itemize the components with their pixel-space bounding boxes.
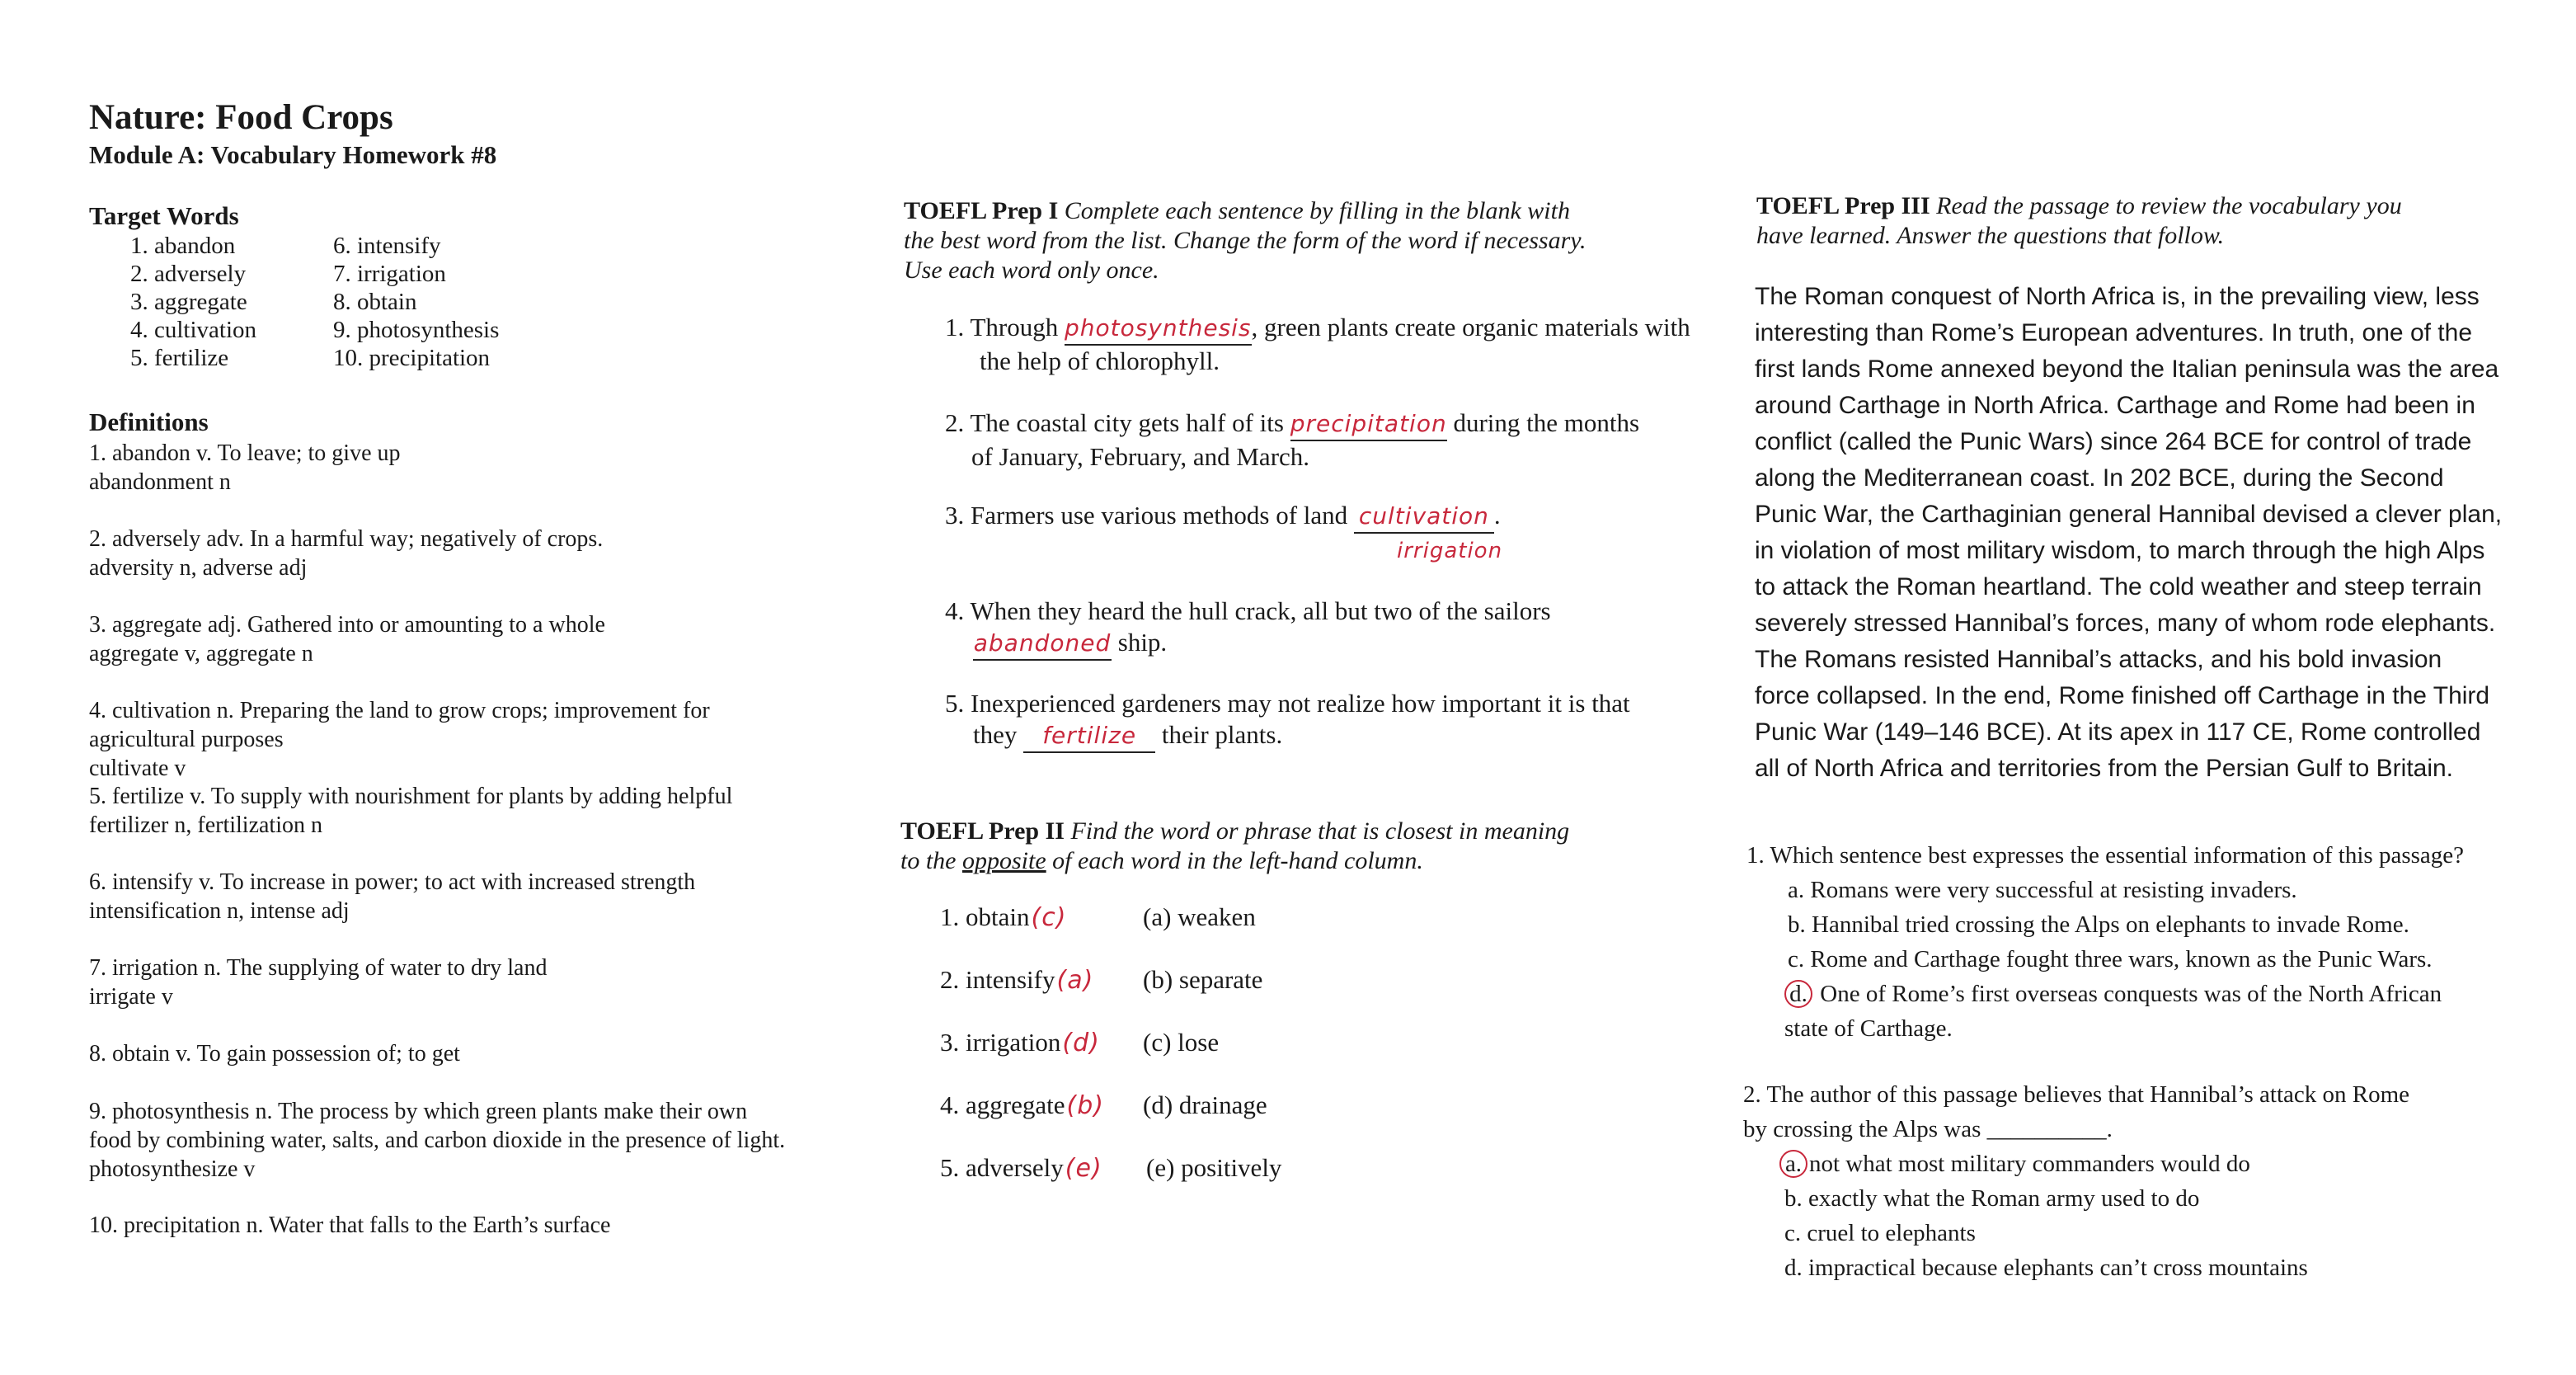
- prep2-instructions: Find the word or phrase that is closest in meaning: [1064, 817, 1570, 845]
- definition-forms: intensification n, intense adj: [89, 898, 350, 924]
- question-text: 3. Farmers use various methods of land: [945, 501, 1354, 530]
- target-word: 3. aggregate: [130, 289, 247, 315]
- prep2-title: TOEFL Prep II: [900, 817, 1065, 845]
- prep1-instructions: Complete each sentence by filling in the blank with: [1058, 197, 1570, 224]
- handwritten-answer: (d): [1062, 1029, 1100, 1057]
- answer-blank[interactable]: [1065, 312, 1252, 346]
- question-text: 2. The author of this passage believes that Hannibal’s attack on Rome: [1743, 1081, 2410, 1108]
- definition-line: 7. irrigation n. The supplying of water to dry land: [89, 955, 548, 981]
- definition-9: [89, 1097, 785, 1184]
- answer-option[interactable]: c. cruel to elephants: [1784, 1220, 1976, 1246]
- definition-3: [89, 610, 605, 668]
- selected-answer-circle: d.: [1784, 980, 1812, 1008]
- passage-line: around Carthage in North Africa. Carthage and Rome had been in: [1755, 392, 2475, 419]
- matching-option: (a) weaken: [1143, 902, 1256, 931]
- prep1-question-5: [945, 688, 1630, 753]
- question-text: 1. Through: [945, 313, 1065, 341]
- definition-10: [89, 1211, 610, 1240]
- handwritten-answer: (b): [1066, 1091, 1104, 1120]
- definition-forms: adversity n, adverse adj: [89, 555, 308, 581]
- prep3-title: TOEFL Prep III: [1756, 192, 1930, 219]
- question-text: by crossing the Alps was __________.: [1743, 1116, 2113, 1142]
- prep1-instructions: the best word from the list. Change the form of the word if necessary.: [904, 227, 1586, 254]
- passage-line: force collapsed. In the end, Rome finished off Carthage in the Third: [1755, 682, 2490, 709]
- question-text: the help of chlorophyll.: [980, 346, 1220, 375]
- matching-word: 4. aggregate(b): [940, 1090, 1104, 1120]
- handwritten-answer: fertilize: [1042, 722, 1137, 749]
- answer-option[interactable]: a. Romans were very successful at resisting invaders.: [1788, 877, 2297, 903]
- answer-blank[interactable]: [1023, 719, 1155, 753]
- definition-line: agricultural purposes: [89, 727, 284, 752]
- definition-forms: photosynthesize v: [89, 1156, 256, 1182]
- prep1-question-3: [945, 500, 1502, 567]
- definition-forms: aggregate v, aggregate n: [89, 641, 313, 666]
- handwritten-answer: cultivation: [1358, 502, 1489, 530]
- prep1-title: TOEFL Prep I: [904, 197, 1059, 224]
- definition-line: 8. obtain v. To gain possession of; to get: [89, 1041, 460, 1067]
- definition-line: 5. fertilize v. To supply with nourishment for plants by adding helpful: [89, 784, 733, 809]
- passage-line: The Roman conquest of North Africa is, in the prevailing view, less: [1755, 283, 2480, 310]
- definition-line: 4. cultivation n. Preparing the land to grow crops; improvement for: [89, 698, 710, 723]
- definition-line: 6. intensify v. To increase in power; to act with increased strength: [89, 869, 696, 895]
- prep3-instructions: have learned. Answer the questions that follow.: [1756, 222, 2225, 249]
- passage-line: to attack the Roman heartland. The cold weather and steep terrain: [1755, 573, 2482, 600]
- passage-line: along the Mediterranean coast. In 202 BCE, during the Second: [1755, 464, 2444, 492]
- answer-blank[interactable]: [1290, 407, 1447, 441]
- definition-8: [89, 1039, 460, 1068]
- answer-blank[interactable]: [1354, 500, 1494, 534]
- handwritten-answer: (a): [1056, 966, 1094, 995]
- question-text: 1. Which sentence best expresses the essential information of this passage?: [1746, 842, 2465, 869]
- question-text: of January, February, and March.: [971, 442, 1310, 471]
- prep2-header: [900, 817, 1569, 876]
- passage-line: in violation of most military wisdom, to march through the high Alps: [1755, 537, 2485, 564]
- answer-option-cont: state of Carthage.: [1784, 1015, 1953, 1042]
- matching-option: (c) lose: [1143, 1028, 1220, 1057]
- answer-option[interactable]: d. impractical because elephants can’t cross mountains: [1784, 1255, 2308, 1281]
- answer-option[interactable]: b. exactly what the Roman army used to do: [1784, 1185, 2200, 1212]
- answer-option-selected[interactable]: a. not what most military commanders would do: [1743, 1147, 2409, 1181]
- question-text: their plants.: [1155, 720, 1283, 749]
- definition-7: [89, 954, 548, 1011]
- definition-6: [89, 868, 695, 925]
- handwritten-answer: (e): [1065, 1154, 1102, 1183]
- definition-line: 9. photosynthesis n. The process by which green plants make their own: [89, 1099, 748, 1124]
- question-text: , green plants create organic materials with: [1251, 313, 1690, 341]
- prep2-instructions: to the: [900, 847, 962, 874]
- target-word: 4. cultivation: [130, 317, 257, 343]
- definition-line: 1. abandon v. To leave; to give up: [89, 440, 401, 466]
- passage-line: all of North Africa and territories from the Persian Gulf to Britain.: [1755, 755, 2454, 782]
- prep1-question-2: [945, 407, 1639, 473]
- definition-2: [89, 525, 603, 582]
- prep1-question-1: [945, 312, 1690, 377]
- answer-option[interactable]: c. Rome and Carthage fought three wars, known as the Punic Wars.: [1788, 946, 2433, 972]
- target-word: 1. abandon: [130, 233, 236, 259]
- passage-line: The Romans resisted Hannibal’s attacks, and his bold invasion: [1755, 646, 2442, 673]
- handwritten-answer-alt: irrigation: [1397, 539, 1503, 563]
- definition-line: 3. aggregate adj. Gathered into or amounting to a whole: [89, 612, 605, 638]
- passage-line: first lands Rome annexed beyond the Italian peninsula was the area: [1755, 356, 2499, 383]
- definition-5: [89, 782, 732, 840]
- matching-word: 3. irrigation(d): [940, 1028, 1100, 1057]
- matching-word: 1. obtain(c): [940, 902, 1067, 932]
- matching-option: (d) drainage: [1143, 1090, 1267, 1119]
- definition-line: 10. precipitation n. Water that falls to the Earth’s surface: [89, 1213, 611, 1238]
- definition-forms: abandonment n: [89, 469, 231, 495]
- answer-option-selected[interactable]: d. One of Rome’s first overseas conquests was of the North African: [1746, 977, 2464, 1011]
- passage-line: severely stressed Hannibal’s forces, many of whom rode elephants.: [1755, 610, 2496, 637]
- definitions-heading: Definitions: [89, 407, 209, 436]
- target-word: 8. obtain: [333, 289, 417, 315]
- passage-line: interesting than Rome’s European adventures. In truth, one of the: [1755, 319, 2472, 346]
- target-word: 5. fertilize: [130, 345, 229, 371]
- question-text: .: [1493, 501, 1501, 530]
- handwritten-answer: precipitation: [1290, 410, 1447, 437]
- opposite-emphasis: opposite: [962, 847, 1046, 874]
- prep3-question-2: [1743, 1077, 2409, 1285]
- passage-line: conflict (called the Punic Wars) since 264 BCE for control of trade: [1755, 428, 2472, 455]
- question-text: 5. Inexperienced gardeners may not realize how important it is that: [945, 689, 1630, 718]
- prep1-header: [904, 196, 1586, 285]
- target-word: 2. adversely: [130, 261, 247, 287]
- passage-line: Punic War, the Carthaginian general Hannibal devised a clever plan,: [1755, 501, 2503, 528]
- definition-4: [89, 696, 710, 783]
- page-subtitle: Module A: Vocabulary Homework #8: [89, 140, 497, 169]
- prep3-question-1: [1746, 838, 2464, 1046]
- matching-option: (b) separate: [1143, 965, 1263, 994]
- target-word: 6. intensify: [333, 233, 441, 259]
- prep3-header: [1756, 191, 2402, 251]
- prep1-instructions: Use each word only once.: [904, 257, 1159, 284]
- definition-forms: fertilizer n, fertilization n: [89, 812, 322, 838]
- matching-word: 2. intensify(a): [940, 965, 1094, 995]
- question-text: 4. When they heard the hull crack, all but two of the sailors: [945, 596, 1551, 625]
- handwritten-answer: abandoned: [973, 629, 1112, 657]
- prep3-instructions: Read the passage to review the vocabulary you: [1930, 192, 2402, 219]
- definition-forms: irrigate v: [89, 984, 173, 1010]
- question-text: they: [973, 720, 1024, 749]
- answer-blank[interactable]: [973, 627, 1112, 661]
- matching-option: (e) positively: [1146, 1153, 1282, 1182]
- prep2-instructions: of each word in the left-hand column.: [1046, 847, 1423, 874]
- question-text: ship.: [1112, 628, 1168, 657]
- definition-line: 2. adversely adv. In a harmful way; negatively of crops.: [89, 526, 604, 552]
- passage-line: Punic War (149–146 BCE). At its apex in 117 CE, Rome controlled: [1755, 718, 2481, 746]
- target-word: 7. irrigation: [333, 261, 446, 287]
- prep1-question-4: [945, 596, 1551, 661]
- question-text: during the months: [1446, 408, 1640, 437]
- handwritten-answer: photosynthesis: [1064, 314, 1252, 341]
- target-words-heading: Target Words: [89, 201, 239, 230]
- selected-answer-circle: a.: [1779, 1150, 1807, 1178]
- handwritten-answer: (c): [1031, 903, 1067, 932]
- reading-passage: [1755, 279, 2546, 787]
- definition-forms: cultivate v: [89, 756, 186, 781]
- matching-word: 5. adversely(e): [940, 1153, 1102, 1183]
- definition-line: food by combining water, salts, and carbon dioxide in the presence of light.: [89, 1128, 786, 1153]
- target-word: 9. photosynthesis: [333, 317, 500, 343]
- answer-option[interactable]: b. Hannibal tried crossing the Alps on elephants to invade Rome.: [1788, 911, 2409, 938]
- page-title: Nature: Food Crops: [89, 98, 393, 137]
- question-text: 2. The coastal city gets half of its: [945, 408, 1290, 437]
- target-word: 10. precipitation: [333, 345, 491, 371]
- definition-1: [89, 439, 401, 497]
